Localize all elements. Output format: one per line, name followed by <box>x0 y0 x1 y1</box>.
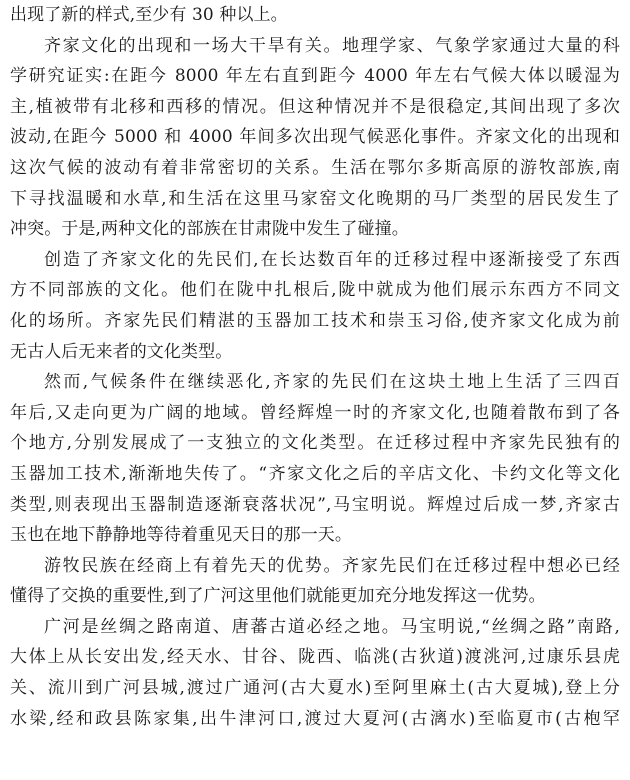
text-line: 方不同部族的文化。他们在陇中扎根后,陇中就成为他们展示东西方不同文 <box>10 280 620 301</box>
text-line: 水梁,经和政县陈家集,出牛津河口,渡过大夏河(古漓水)至临夏市(古枹罕 <box>10 708 620 729</box>
text-line: 这次气候的波动有着非常密切的关系。生活在鄂尔多斯高原的游牧部族,南 <box>10 157 620 178</box>
text-line: 齐家文化的出现和一场大干旱有关。地理学家、气象学家通过大量的科 <box>44 35 620 56</box>
text-line: 下寻找温暖和水草,和生活在这里马家窑文化晚期的马厂类型的居民发生了 <box>10 188 620 209</box>
text-line: 主,植被带有北移和西移的情况。但这种情况并不是很稳定,其间出现了多次 <box>10 96 620 117</box>
text-line: 出现了新的样式,至少有 30 种以上。 <box>10 5 288 25</box>
text-line: 冲突。于是,两种文化的部族在甘肃陇中发生了碰撞。 <box>10 219 409 240</box>
text-line: 玉器加工技术,渐渐地失传了。“齐家文化之后的辛店文化、卡约文化等文化 <box>10 463 620 484</box>
text-line: 懂得了交换的重要性,到了广河这里他们就能更加充分地发挥这一优势。 <box>10 586 546 607</box>
text-line: 大体上从长安出发,经天水、甘谷、陇西、临洮(古狄道)渡洮河,过康乐县虎 <box>10 647 620 668</box>
text-line: 游牧民族在经商上有着先天的优势。齐家先民们在迁移过程中想必已经 <box>44 555 620 576</box>
text-line: 学研究证实:在距今 8000 年左右直到距今 4000 年左右气候大体以暖湿为 <box>10 66 620 87</box>
text-line: 然而,气候条件在继续恶化,齐家的先民们在这块土地上生活了三四百 <box>44 372 620 393</box>
text-line: 年后,又走向更为广阔的地域。曾经辉煌一时的齐家文化,也随着散布到了各 <box>10 402 620 423</box>
text-line: 关、流川到广河县城,渡过广通河(古大夏水)至阿里麻土(古大夏城),登上分 <box>10 678 620 699</box>
text-line: 创造了齐家文化的先民们,在长达数百年的迁移过程中逐渐接受了东西 <box>44 249 620 270</box>
text-line: 波动,在距今 5000 和 4000 年间多次出现气候恶化事件。齐家文化的出现和 <box>10 127 620 148</box>
text-line: 类型,则表现出玉器制造逐渐衰落状况”,马宝明说。辉煌过后成一梦,齐家古 <box>10 494 620 515</box>
text-line: 广河是丝绸之路南道、唐蕃古道必经之地。马宝明说,“丝绸之路”南路, <box>44 616 620 637</box>
text-line: 玉也在地下静静地等待着重见天日的那一天。 <box>10 525 352 546</box>
text-line: 个地方,分别发展成了一支独立的文化类型。在迁移过程中齐家先民独有的 <box>10 433 620 454</box>
text-line: 无古人后无来者的文化类型。 <box>10 341 233 362</box>
text-line: 化的场所。齐家先民们精湛的玉器加工技术和崇玉习俗,使齐家文化成为前 <box>10 310 620 331</box>
